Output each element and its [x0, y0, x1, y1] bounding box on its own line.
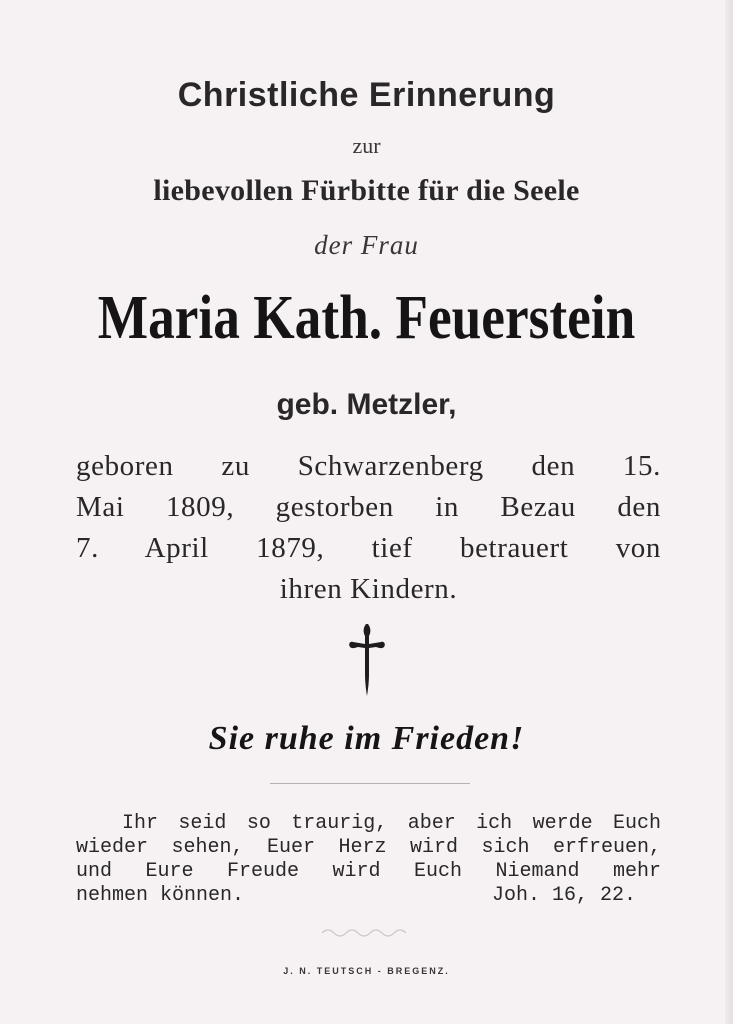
zur-text: zur — [352, 133, 381, 158]
bio-line: ihren Kindern. — [279, 573, 458, 605]
bio-line: geboren zu Schwarzenberg den 15. — [76, 450, 661, 482]
ornament-squiggle — [320, 925, 410, 937]
verse-line: Ihr seid so traurig, aber ich werde Euch — [122, 812, 661, 835]
maiden-name: geb. Metzler, — [276, 388, 457, 421]
verse-line: wieder sehen, Euer Herz wird sich erfreuen, — [76, 836, 661, 859]
bio-line: 7. April 1879, tief betrauert von — [76, 532, 661, 564]
der-frau-text: der Frau — [314, 230, 419, 260]
card-heading: Christliche Erinnerung — [177, 76, 556, 114]
cross-icon — [348, 622, 388, 698]
bible-verse — [76, 812, 661, 908]
blessing-text: Sie ruhe im Frieden! — [208, 720, 525, 757]
fuerbitte-text: liebevollen Fürbitte für die Seele — [153, 174, 580, 207]
printer-mark: J. N. TEUTSCH - BREGENZ. — [283, 966, 450, 976]
biography-paragraph — [76, 446, 661, 610]
verse-line: nehmen können. — [76, 884, 245, 907]
bio-line: Mai 1809, gestorben in Bezau den — [76, 491, 661, 523]
verse-reference: Joh. 16, 22. — [491, 884, 636, 907]
divider — [270, 783, 470, 784]
verse-line: und Eure Freude wird Euch Niemand mehr — [76, 860, 661, 883]
verse-end-row — [76, 884, 661, 908]
deceased-name: Maria Kath. Feuerstein — [97, 284, 636, 352]
